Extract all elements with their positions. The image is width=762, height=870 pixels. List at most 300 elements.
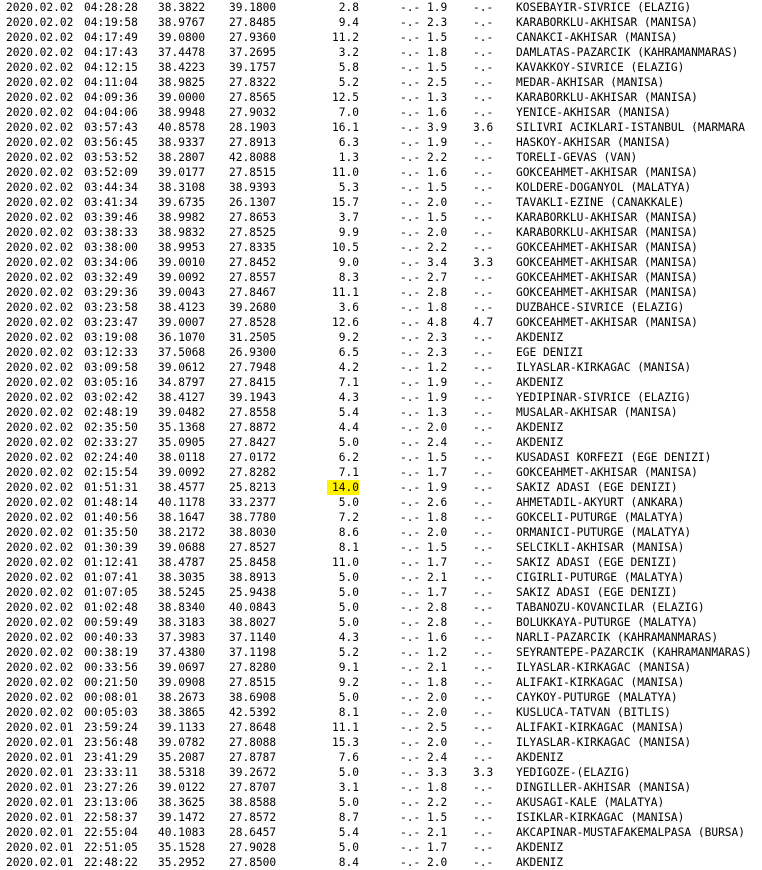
row-magnitude-mw: -.- xyxy=(473,856,494,869)
row-time: 02:48:19 xyxy=(84,406,138,419)
table-row xyxy=(0,855,762,870)
row-date: 2020.02.02 xyxy=(6,106,74,119)
row-location: AKDENIZ xyxy=(516,331,564,344)
row-depth: 3.2 xyxy=(338,46,359,59)
row-magnitude-md: -.- xyxy=(400,31,421,44)
row-magnitude-md: -.- xyxy=(400,781,421,794)
table-row xyxy=(0,615,762,630)
row-magnitude-ml: 2.5 xyxy=(427,76,448,89)
table-row xyxy=(0,750,762,765)
row-time: 03:44:34 xyxy=(84,181,138,194)
row-magnitude-ml: 2.2 xyxy=(427,151,448,164)
row-latitude: 38.0118 xyxy=(158,451,206,464)
row-longitude: 27.8415 xyxy=(229,376,277,389)
row-longitude: 38.8027 xyxy=(229,616,277,629)
row-longitude: 27.8558 xyxy=(229,406,277,419)
row-time: 00:59:49 xyxy=(84,616,138,629)
row-depth: 6.5 xyxy=(338,346,359,359)
row-location: GOKCEAHMET-AKHISAR (MANISA) xyxy=(516,166,698,179)
row-longitude: 27.8282 xyxy=(229,466,277,479)
row-depth: 5.4 xyxy=(338,406,359,419)
row-date: 2020.02.01 xyxy=(6,841,74,854)
row-latitude: 39.1472 xyxy=(158,811,206,824)
row-magnitude-ml: 2.7 xyxy=(427,271,448,284)
row-date: 2020.02.02 xyxy=(6,556,74,569)
row-magnitude-ml: 1.9 xyxy=(427,391,448,404)
row-latitude: 35.1368 xyxy=(158,421,206,434)
row-depth: 5.0 xyxy=(338,571,359,584)
row-latitude: 39.1133 xyxy=(158,721,206,734)
row-depth: 8.4 xyxy=(338,856,359,869)
row-time: 01:07:41 xyxy=(84,571,138,584)
table-row xyxy=(0,795,762,810)
row-magnitude-mw: -.- xyxy=(473,556,494,569)
row-date: 2020.02.02 xyxy=(6,661,74,674)
row-depth: 3.7 xyxy=(338,211,359,224)
row-magnitude-md: -.- xyxy=(400,226,421,239)
row-depth: 15.7 xyxy=(332,196,359,209)
row-magnitude-ml: 2.4 xyxy=(427,751,448,764)
row-longitude: 27.8557 xyxy=(229,271,277,284)
row-date: 2020.02.01 xyxy=(6,811,74,824)
row-location: SEYRANTEPE-PAZARCIK (KAHRAMANMARAS) xyxy=(516,646,752,659)
row-location: TORELI-GEVAS (VAN) xyxy=(516,151,638,164)
row-magnitude-mw: -.- xyxy=(473,166,494,179)
row-longitude: 37.1140 xyxy=(229,631,277,644)
row-longitude: 38.9393 xyxy=(229,181,277,194)
table-row xyxy=(0,0,762,15)
row-longitude: 27.8707 xyxy=(229,781,277,794)
row-depth: 12.6 xyxy=(332,316,359,329)
row-time: 23:41:29 xyxy=(84,751,138,764)
row-date: 2020.02.02 xyxy=(6,136,74,149)
row-longitude: 27.8322 xyxy=(229,76,277,89)
row-magnitude-ml: 2.8 xyxy=(427,601,448,614)
row-depth: 3.6 xyxy=(338,301,359,314)
row-latitude: 37.5068 xyxy=(158,346,206,359)
row-magnitude-ml: 1.5 xyxy=(427,451,448,464)
row-depth: 5.2 xyxy=(338,76,359,89)
row-longitude: 27.8280 xyxy=(229,661,277,674)
row-magnitude-mw: -.- xyxy=(473,736,494,749)
row-magnitude-ml: 2.3 xyxy=(427,346,448,359)
table-row xyxy=(0,75,762,90)
row-longitude: 27.8467 xyxy=(229,286,277,299)
row-longitude: 38.8588 xyxy=(229,796,277,809)
row-time: 04:17:49 xyxy=(84,31,138,44)
row-magnitude-ml: 2.0 xyxy=(427,856,448,869)
row-depth: 4.3 xyxy=(338,391,359,404)
row-magnitude-md: -.- xyxy=(400,721,421,734)
row-magnitude-mw: -.- xyxy=(473,751,494,764)
table-row xyxy=(0,510,762,525)
row-location: ILYASLAR-KIRKAGAC (MANISA) xyxy=(516,661,692,674)
row-location: NARLI-PAZARCIK (KAHRAMANMARAS) xyxy=(516,631,719,644)
table-row xyxy=(0,270,762,285)
row-magnitude-md: -.- xyxy=(400,661,421,674)
row-magnitude-mw: -.- xyxy=(473,796,494,809)
row-magnitude-mw: -.- xyxy=(473,76,494,89)
row-longitude: 27.8787 xyxy=(229,751,277,764)
table-row xyxy=(0,315,762,330)
row-magnitude-ml: 1.8 xyxy=(427,676,448,689)
row-magnitude-ml: 1.2 xyxy=(427,646,448,659)
row-location: SAKIZ ADASI (EGE DENIZI) xyxy=(516,481,678,494)
row-magnitude-mw: -.- xyxy=(473,46,494,59)
row-magnitude-mw: -.- xyxy=(473,586,494,599)
row-magnitude-mw: -.- xyxy=(473,721,494,734)
row-depth: 9.2 xyxy=(338,676,359,689)
row-magnitude-ml: 2.4 xyxy=(427,436,448,449)
row-magnitude-ml: 1.5 xyxy=(427,31,448,44)
row-magnitude-ml: 2.1 xyxy=(427,571,448,584)
row-longitude: 26.1307 xyxy=(229,196,277,209)
table-row xyxy=(0,810,762,825)
row-time: 00:21:50 xyxy=(84,676,138,689)
row-location: GOKCEAHMET-AKHISAR (MANISA) xyxy=(516,271,698,284)
row-magnitude-md: -.- xyxy=(400,856,421,869)
row-date: 2020.02.02 xyxy=(6,391,74,404)
row-magnitude-ml: 2.2 xyxy=(427,241,448,254)
row-depth: 9.0 xyxy=(338,256,359,269)
row-longitude: 31.2505 xyxy=(229,331,277,344)
row-time: 03:05:16 xyxy=(84,376,138,389)
row-latitude: 38.5245 xyxy=(158,586,206,599)
row-magnitude-ml: 1.9 xyxy=(427,136,448,149)
table-row xyxy=(0,570,762,585)
row-magnitude-md: -.- xyxy=(400,466,421,479)
row-magnitude-md: -.- xyxy=(400,751,421,764)
row-longitude: 38.7780 xyxy=(229,511,277,524)
row-time: 03:57:43 xyxy=(84,121,138,134)
row-magnitude-md: -.- xyxy=(400,451,421,464)
row-date: 2020.02.01 xyxy=(6,856,74,869)
row-magnitude-ml: 1.9 xyxy=(427,1,448,14)
row-depth: 5.4 xyxy=(338,826,359,839)
row-date: 2020.02.02 xyxy=(6,541,74,554)
row-latitude: 35.2952 xyxy=(158,856,206,869)
row-date: 2020.02.01 xyxy=(6,751,74,764)
row-magnitude-md: -.- xyxy=(400,796,421,809)
table-row xyxy=(0,300,762,315)
row-latitude: 39.0043 xyxy=(158,286,206,299)
row-magnitude-mw: 4.7 xyxy=(473,316,494,329)
row-location: CIGIRLI-PUTURGE (MALATYA) xyxy=(516,571,685,584)
row-location: AKDENIZ xyxy=(516,421,564,434)
row-magnitude-md: -.- xyxy=(400,196,421,209)
row-latitude: 39.0092 xyxy=(158,466,206,479)
row-latitude: 38.9953 xyxy=(158,241,206,254)
row-latitude: 40.8578 xyxy=(158,121,206,134)
row-depth-highlighted: 14.0 xyxy=(327,480,359,495)
row-longitude: 37.2695 xyxy=(229,46,277,59)
row-magnitude-mw: -.- xyxy=(473,601,494,614)
row-magnitude-md: -.- xyxy=(400,826,421,839)
row-latitude: 38.2807 xyxy=(158,151,206,164)
row-location: KOSEBAYIR-SIVRICE (ELAZIG) xyxy=(516,1,692,14)
row-time: 01:40:56 xyxy=(84,511,138,524)
table-row xyxy=(0,660,762,675)
row-time: 03:19:08 xyxy=(84,331,138,344)
row-longitude: 39.1800 xyxy=(229,1,277,14)
row-time: 23:59:24 xyxy=(84,721,138,734)
row-latitude: 35.2087 xyxy=(158,751,206,764)
table-row xyxy=(0,255,762,270)
row-depth: 4.2 xyxy=(338,361,359,374)
row-latitude: 38.9948 xyxy=(158,106,206,119)
row-longitude: 27.8653 xyxy=(229,211,277,224)
row-longitude: 27.8648 xyxy=(229,721,277,734)
row-time: 03:38:33 xyxy=(84,226,138,239)
row-magnitude-mw: -.- xyxy=(473,391,494,404)
row-latitude: 39.0697 xyxy=(158,661,206,674)
row-magnitude-mw: -.- xyxy=(473,181,494,194)
row-date: 2020.02.02 xyxy=(6,346,74,359)
row-magnitude-mw: -.- xyxy=(473,91,494,104)
row-location: HASKOY-AKHISAR (MANISA) xyxy=(516,136,671,149)
row-latitude: 38.8340 xyxy=(158,601,206,614)
row-location: MEDAR-AKHISAR (MANISA) xyxy=(516,76,665,89)
row-date: 2020.02.02 xyxy=(6,361,74,374)
row-magnitude-ml: 2.3 xyxy=(427,331,448,344)
row-depth: 5.2 xyxy=(338,646,359,659)
row-magnitude-ml: 1.6 xyxy=(427,166,448,179)
row-longitude: 38.8030 xyxy=(229,526,277,539)
row-longitude: 27.8572 xyxy=(229,811,277,824)
row-location: GOKCEAHMET-AKHISAR (MANISA) xyxy=(516,241,698,254)
row-magnitude-md: -.- xyxy=(400,316,421,329)
row-magnitude-md: -.- xyxy=(400,166,421,179)
row-date: 2020.02.02 xyxy=(6,196,74,209)
row-depth: 9.1 xyxy=(338,661,359,674)
row-magnitude-ml: 1.9 xyxy=(427,376,448,389)
row-location: SILIVRI ACIKLARI-ISTANBUL (MARMARA xyxy=(516,121,746,134)
row-time: 03:23:47 xyxy=(84,316,138,329)
row-latitude: 38.9982 xyxy=(158,211,206,224)
row-time: 04:17:43 xyxy=(84,46,138,59)
table-row xyxy=(0,405,762,420)
row-magnitude-md: -.- xyxy=(400,706,421,719)
row-location: MUSALAR-AKHISAR (MANISA) xyxy=(516,406,678,419)
row-magnitude-mw: -.- xyxy=(473,481,494,494)
row-time: 22:55:04 xyxy=(84,826,138,839)
row-magnitude-mw: -.- xyxy=(473,241,494,254)
row-depth: 6.3 xyxy=(338,136,359,149)
row-depth: 1.3 xyxy=(338,151,359,164)
row-depth: 16.1 xyxy=(332,121,359,134)
row-magnitude-mw: -.- xyxy=(473,406,494,419)
row-depth: 5.0 xyxy=(338,496,359,509)
row-location: TABANOZU-KOVANCILAR (ELAZIG) xyxy=(516,601,705,614)
row-magnitude-md: -.- xyxy=(400,586,421,599)
table-row xyxy=(0,450,762,465)
row-date: 2020.02.02 xyxy=(6,31,74,44)
table-row xyxy=(0,60,762,75)
row-depth: 4.4 xyxy=(338,421,359,434)
row-magnitude-mw: 3.3 xyxy=(473,766,494,779)
row-magnitude-md: -.- xyxy=(400,541,421,554)
row-time: 03:23:58 xyxy=(84,301,138,314)
row-magnitude-mw: -.- xyxy=(473,811,494,824)
row-depth: 7.0 xyxy=(338,106,359,119)
row-magnitude-ml: 1.7 xyxy=(427,841,448,854)
row-magnitude-mw: 3.3 xyxy=(473,256,494,269)
row-depth: 8.1 xyxy=(338,706,359,719)
table-row xyxy=(0,645,762,660)
row-date: 2020.02.02 xyxy=(6,706,74,719)
row-date: 2020.02.02 xyxy=(6,376,74,389)
row-time: 00:08:01 xyxy=(84,691,138,704)
row-magnitude-mw: -.- xyxy=(473,631,494,644)
row-magnitude-md: -.- xyxy=(400,766,421,779)
row-magnitude-ml: 1.7 xyxy=(427,466,448,479)
row-date: 2020.02.01 xyxy=(6,736,74,749)
row-longitude: 28.6457 xyxy=(229,826,277,839)
row-location: GOKCEAHMET-AKHISAR (MANISA) xyxy=(516,316,698,329)
row-magnitude-ml: 1.6 xyxy=(427,106,448,119)
row-date: 2020.02.02 xyxy=(6,226,74,239)
row-magnitude-md: -.- xyxy=(400,481,421,494)
row-magnitude-md: -.- xyxy=(400,406,421,419)
row-date: 2020.02.02 xyxy=(6,211,74,224)
row-time: 00:38:19 xyxy=(84,646,138,659)
row-location: DUZBAHCE-SIVRICE (ELAZIG) xyxy=(516,301,685,314)
row-magnitude-mw: -.- xyxy=(473,526,494,539)
row-magnitude-ml: 4.8 xyxy=(427,316,448,329)
row-time: 03:34:06 xyxy=(84,256,138,269)
row-magnitude-md: -.- xyxy=(400,361,421,374)
row-location: YENICE-AKHISAR (MANISA) xyxy=(516,106,671,119)
row-depth: 11.1 xyxy=(332,721,359,734)
table-row xyxy=(0,705,762,720)
row-longitude: 42.8088 xyxy=(229,151,277,164)
row-time: 22:48:22 xyxy=(84,856,138,869)
row-magnitude-md: -.- xyxy=(400,646,421,659)
row-location: YEDIGOZE-(ELAZIG) xyxy=(516,766,631,779)
row-date: 2020.02.02 xyxy=(6,526,74,539)
row-time: 03:09:58 xyxy=(84,361,138,374)
row-magnitude-ml: 1.8 xyxy=(427,511,448,524)
row-magnitude-md: -.- xyxy=(400,1,421,14)
row-location: BOLUKKAYA-PUTURGE (MALATYA) xyxy=(516,616,698,629)
row-magnitude-ml: 1.8 xyxy=(427,781,448,794)
table-row xyxy=(0,345,762,360)
row-magnitude-mw: -.- xyxy=(473,136,494,149)
table-row xyxy=(0,540,762,555)
row-magnitude-ml: 1.5 xyxy=(427,541,448,554)
row-magnitude-mw: -.- xyxy=(473,511,494,524)
row-latitude: 39.0782 xyxy=(158,736,206,749)
row-location: CANAKCI-AKHISAR (MANISA) xyxy=(516,31,678,44)
row-magnitude-md: -.- xyxy=(400,136,421,149)
row-depth: 11.1 xyxy=(332,286,359,299)
row-time: 04:19:58 xyxy=(84,16,138,29)
row-magnitude-md: -.- xyxy=(400,511,421,524)
row-location: AKDENIZ xyxy=(516,856,564,869)
row-depth: 9.2 xyxy=(338,331,359,344)
row-location: DINGILLER-AKHISAR (MANISA) xyxy=(516,781,692,794)
row-date: 2020.02.02 xyxy=(6,76,74,89)
row-latitude: 40.1178 xyxy=(158,496,206,509)
row-magnitude-md: -.- xyxy=(400,211,421,224)
row-time: 22:51:05 xyxy=(84,841,138,854)
row-longitude: 27.9360 xyxy=(229,31,277,44)
row-magnitude-mw: -.- xyxy=(473,361,494,374)
row-longitude: 27.8528 xyxy=(229,316,277,329)
row-magnitude-md: -.- xyxy=(400,811,421,824)
table-row xyxy=(0,555,762,570)
row-time: 03:32:49 xyxy=(84,271,138,284)
row-location: SELCIKLI-AKHISAR (MANISA) xyxy=(516,541,685,554)
table-row xyxy=(0,135,762,150)
table-row xyxy=(0,630,762,645)
row-latitude: 37.4478 xyxy=(158,46,206,59)
row-magnitude-mw: -.- xyxy=(473,676,494,689)
table-row xyxy=(0,495,762,510)
row-date: 2020.02.02 xyxy=(6,241,74,254)
row-latitude: 38.4787 xyxy=(158,556,206,569)
row-location: KUSLUCA-TATVAN (BITLIS) xyxy=(516,706,671,719)
row-magnitude-md: -.- xyxy=(400,151,421,164)
row-time: 23:13:06 xyxy=(84,796,138,809)
row-date: 2020.02.02 xyxy=(6,256,74,269)
row-location: TAVAKLI-EZINE (CANAKKALE) xyxy=(516,196,685,209)
table-row xyxy=(0,120,762,135)
row-time: 02:24:40 xyxy=(84,451,138,464)
row-latitude: 38.3035 xyxy=(158,571,206,584)
row-depth: 7.2 xyxy=(338,511,359,524)
row-latitude: 38.3625 xyxy=(158,796,206,809)
row-time: 23:56:48 xyxy=(84,736,138,749)
table-row xyxy=(0,210,762,225)
row-date: 2020.02.01 xyxy=(6,766,74,779)
table-row xyxy=(0,390,762,405)
table-row xyxy=(0,480,762,495)
row-latitude: 38.9337 xyxy=(158,136,206,149)
row-date: 2020.02.02 xyxy=(6,181,74,194)
row-magnitude-ml: 2.0 xyxy=(427,196,448,209)
table-row xyxy=(0,525,762,540)
row-magnitude-mw: -.- xyxy=(473,781,494,794)
table-row xyxy=(0,285,762,300)
row-magnitude-md: -.- xyxy=(400,691,421,704)
row-latitude: 38.4223 xyxy=(158,61,206,74)
row-latitude: 35.0905 xyxy=(158,436,206,449)
table-row xyxy=(0,765,762,780)
row-magnitude-md: -.- xyxy=(400,256,421,269)
row-magnitude-ml: 1.7 xyxy=(427,556,448,569)
row-date: 2020.02.02 xyxy=(6,586,74,599)
row-longitude: 27.8565 xyxy=(229,91,277,104)
row-time: 02:15:54 xyxy=(84,466,138,479)
table-row xyxy=(0,150,762,165)
row-depth: 6.2 xyxy=(338,451,359,464)
row-longitude: 37.1198 xyxy=(229,646,277,659)
row-time: 01:30:39 xyxy=(84,541,138,554)
row-magnitude-md: -.- xyxy=(400,841,421,854)
row-magnitude-md: -.- xyxy=(400,631,421,644)
row-magnitude-mw: -.- xyxy=(473,826,494,839)
row-location: AKDENIZ xyxy=(516,376,564,389)
row-location: KARABORKLU-AKHISAR (MANISA) xyxy=(516,211,698,224)
row-latitude: 38.3865 xyxy=(158,706,206,719)
row-latitude: 39.0010 xyxy=(158,256,206,269)
row-time: 04:28:28 xyxy=(84,1,138,14)
row-depth: 5.3 xyxy=(338,181,359,194)
row-longitude: 39.1943 xyxy=(229,391,277,404)
row-magnitude-ml: 1.6 xyxy=(427,631,448,644)
row-magnitude-md: -.- xyxy=(400,496,421,509)
